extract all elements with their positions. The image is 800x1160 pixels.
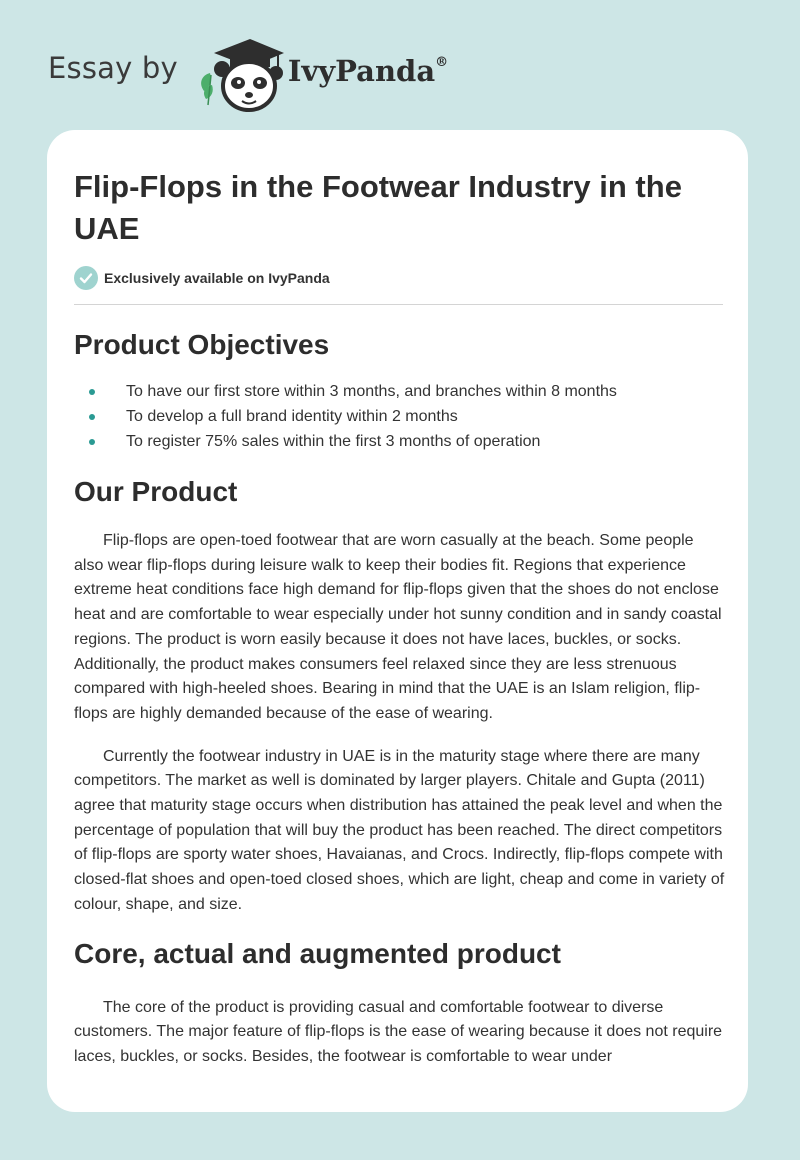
bullet-icon xyxy=(89,414,95,420)
essay-by-label: Essay by xyxy=(48,51,178,85)
essay-card xyxy=(47,130,748,1112)
essay-title: Flip-Flops in the Footwear Industry in the UAE xyxy=(74,169,682,246)
registered-mark: ® xyxy=(435,55,449,71)
badge-text: Exclusively available on IvyPanda xyxy=(104,270,330,286)
brand-name[interactable]: IvyPanda® xyxy=(287,54,449,88)
section-heading-our-product: Our Product xyxy=(74,476,238,507)
checkmark-icon xyxy=(74,266,98,290)
site-header xyxy=(48,34,448,114)
list-item: To have our first store within 3 months, and branches within 8 months xyxy=(74,379,722,404)
exclusive-badge xyxy=(74,266,722,290)
divider xyxy=(74,304,723,305)
list-item: To register 75% sales within the first 3 months of operation xyxy=(74,429,722,454)
panda-logo-icon[interactable] xyxy=(192,35,284,113)
list-item: To develop a full brand identity within 2 months xyxy=(74,404,722,429)
paragraph: The core of the product is providing casual and comfortable footwear to diverse customers. The major feature of flip-flops is the ease of wearing because it does not require laces, buckles, or socks. Besides, the footwear is comfortable to wear under xyxy=(74,998,723,1065)
bullet-icon xyxy=(89,439,95,445)
bullet-icon xyxy=(89,389,95,395)
objectives-list xyxy=(74,379,722,454)
paragraph: Currently the footwear industry in UAE is in the maturity stage where there are many competitors. The market as well is dominated by larger players. Chitale and Gupta (2011) agree that maturity stage occurs when distribution has attained the peak level and when the percentage of population that will buy the product has been reached. The direct competitors of flip-flops are sporty water shoes, Havaianas, and Crocs. Indirectly, flip-flops compete with closed-flat shoes and open-toed closed shoes, which are light, cheap and come in variety of colour, shape, and size. xyxy=(74,747,725,913)
paragraph: Flip-flops are open-toed footwear that are worn casually at the beach. Some people also wear flip-flops during leisure walk to keep their bodies fit. Regions that experience extreme heat conditions face high demand for flip-flops given that the shoes do not enclose heat and are comfortable to wear especially under hot sunny condition and in sandy coastal regions. The product is worn easily because it does not have laces, buckles, or socks. Additionally, the product makes consumers feel relaxed since they are less strenuous compared with high-heeled shoes. Bearing in mind that the UAE is an Islam religion, flip-flops are highly demanded because of the ease of wearing. xyxy=(74,532,722,722)
section-heading-objectives: Product Objectives xyxy=(74,329,330,360)
section-heading-core-product: Core, actual and augmented product xyxy=(74,937,561,969)
